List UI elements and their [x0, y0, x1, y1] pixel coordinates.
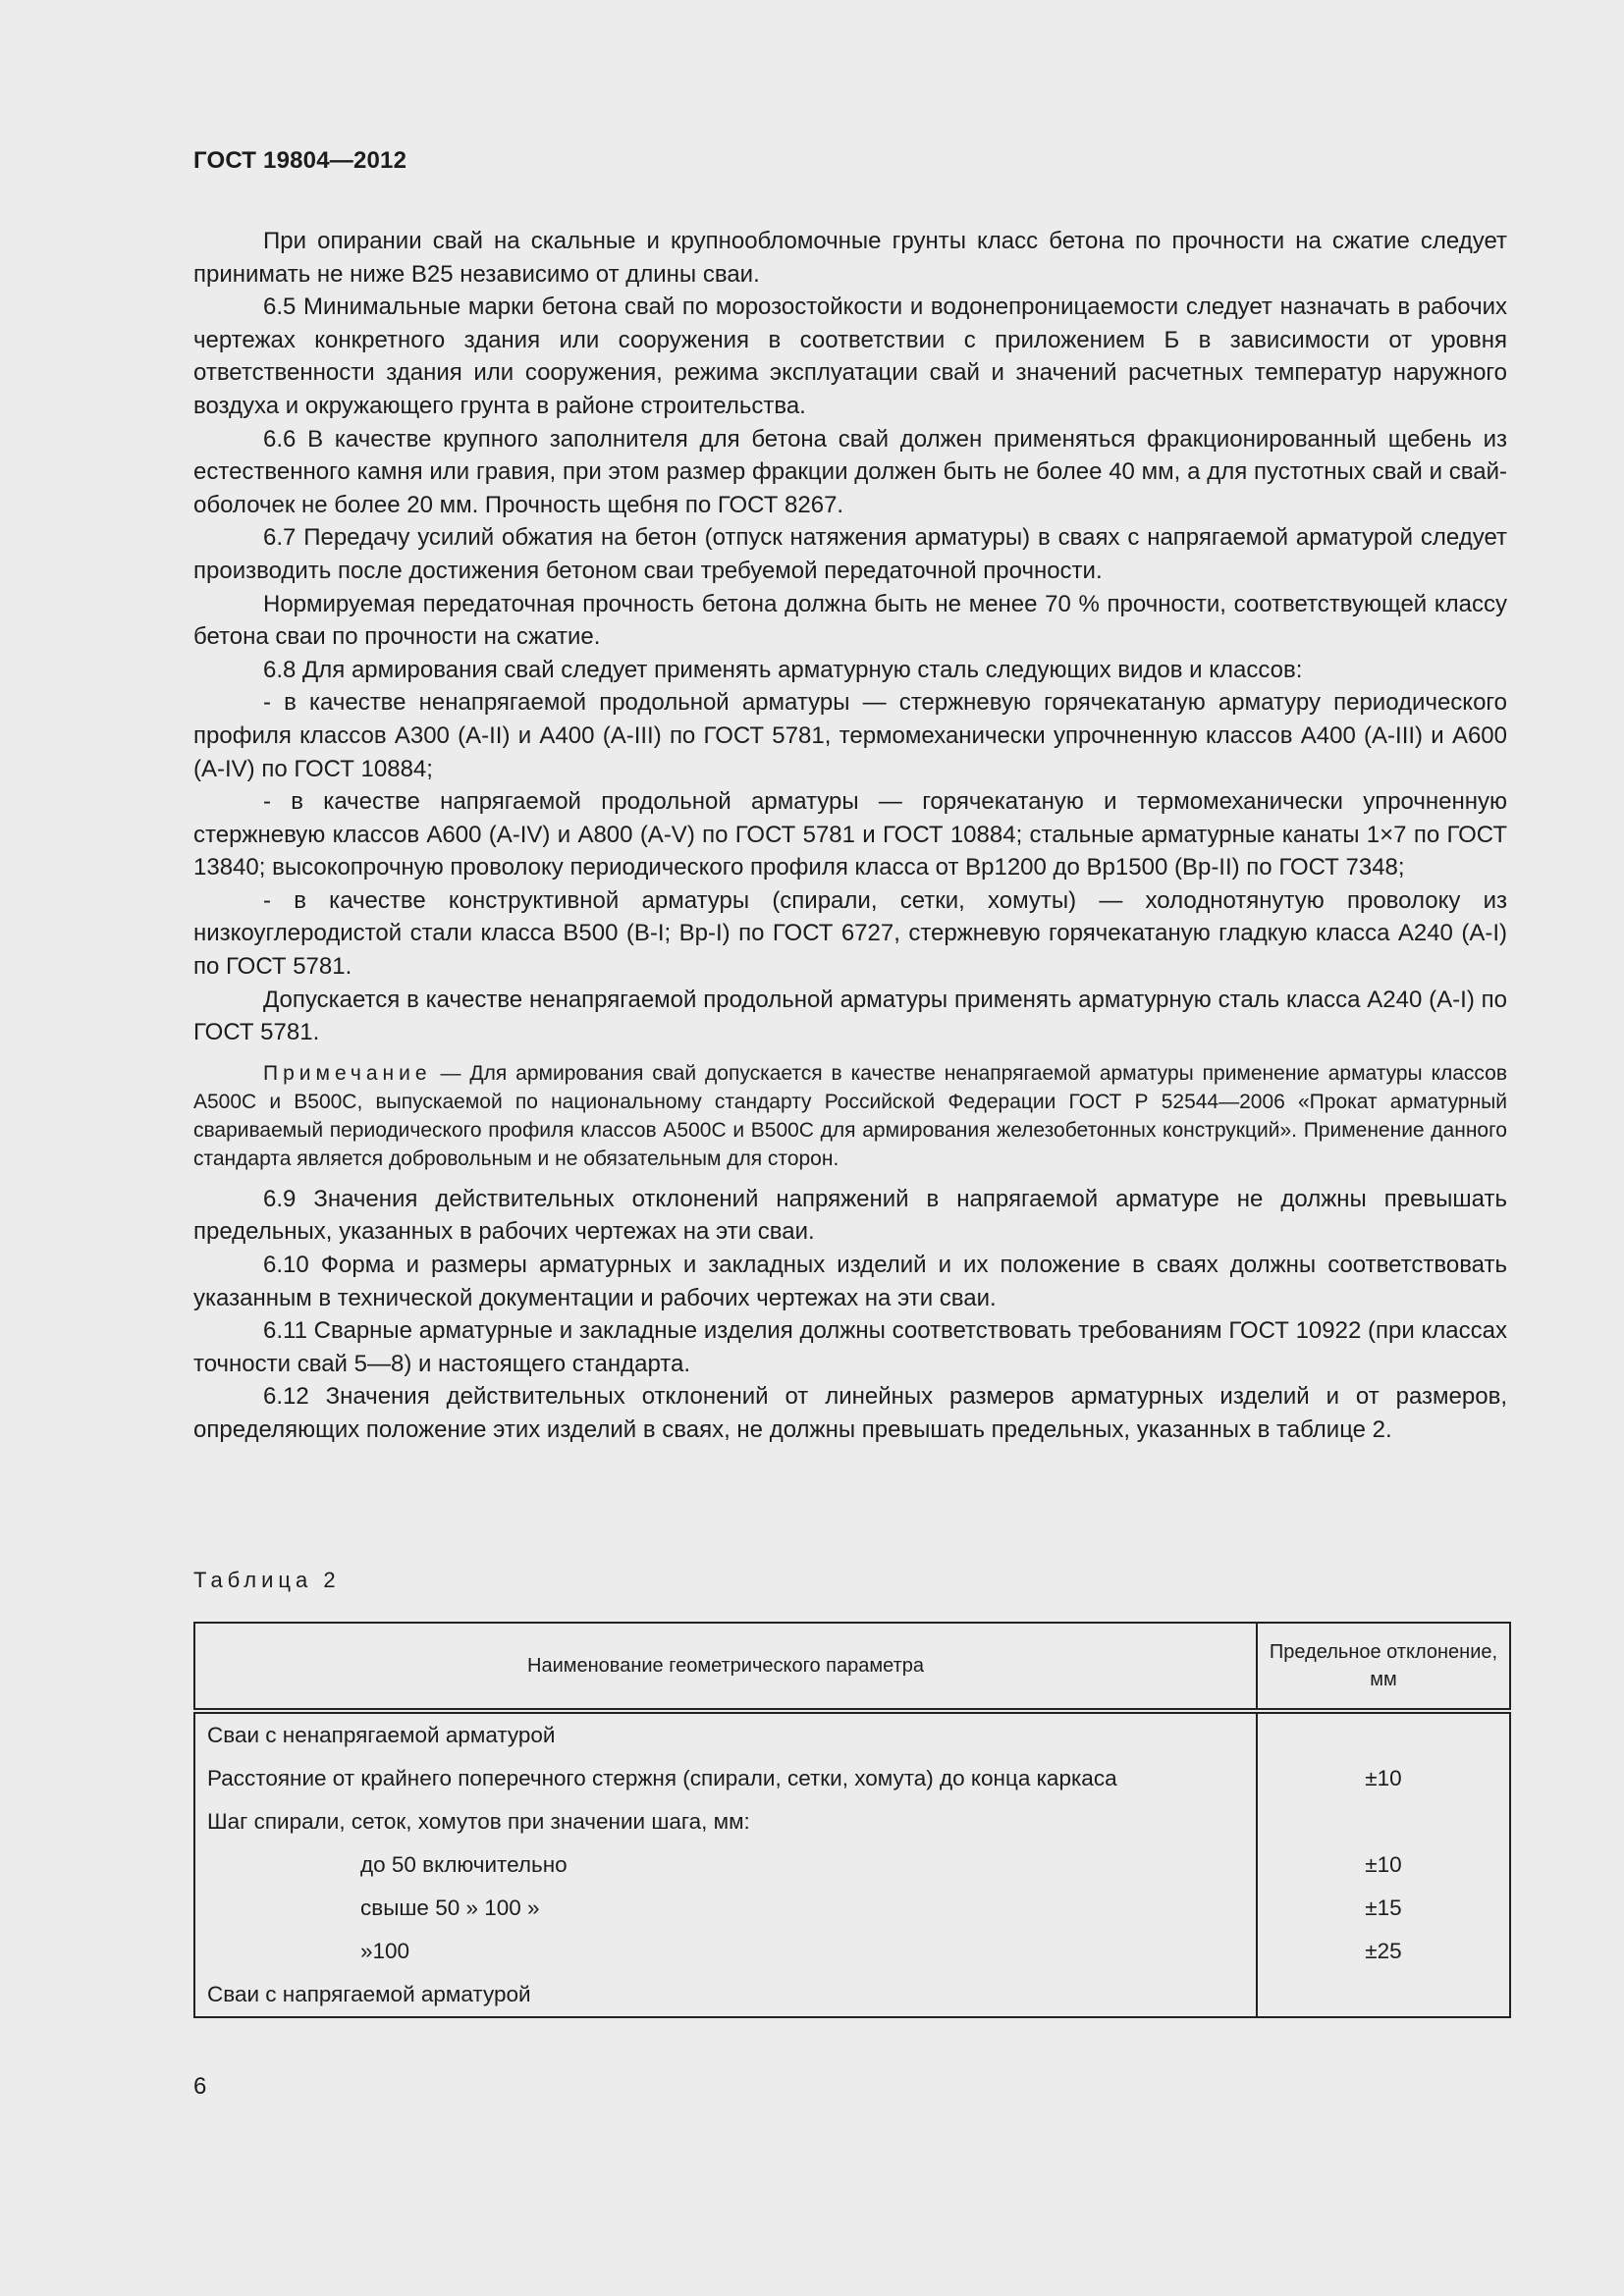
table-row	[194, 1887, 1510, 1930]
row-name: Сваи с напрягаемой арматурой	[194, 1973, 1257, 2017]
paragraph-6-8: 6.8 Для армирования свай следует применять арматурную сталь следующих видов и классов:	[263, 656, 1303, 683]
table-header-row	[194, 1623, 1510, 1711]
note-label: Примечание	[263, 1061, 432, 1085]
paragraph-6-6: 6.6 В качестве крупного заполнителя для бетона свай должен применяться фракционированный щебень из естественного камня или гравия, при этом размер фракции должен быть не более 40 мм, а для пустотных свай и свай-оболочек не более 20 мм. Прочность щебня по ГОСТ 8267.	[193, 425, 1507, 518]
table-row	[194, 1711, 1510, 1757]
list-item: - в качестве напрягаемой продольной арматуры — горячекатаную и термомеханически упрочненную стержневую классов А600 (А-IV) и А800 (А-V) по ГОСТ 5781 и ГОСТ 10884; стальные арматурные канаты 1×7 по ГОСТ 13840; высокопрочную проволоку периодического профиля класса от Вр1200 до Вр1500 (Вр-II) по ГОСТ 7348;	[193, 788, 1507, 881]
note-text: — Для армирования свай допускается в качестве ненапрягаемой арматуры применение арматуры классов А500С и В500С, выпускаемой по национальному стандарту Российской Федерации ГОСТ Р 52544—2006 «Прокат арматурный свариваемый периодического профиля классов А500С и В500С для армирования железобетонных конструкций». Применение данного стандарта является добровольным и не обязательным для сторон.	[193, 1061, 1507, 1170]
paragraph: Нормируемая передаточная прочность бетона должна быть не менее 70 % прочности, соответствующей классу бетона сваи по прочности на сжатие.	[193, 590, 1507, 651]
paragraph: Допускается в качестве ненапрягаемой продольной арматуры применять арматурную сталь класса А240 (А-I) по ГОСТ 5781.	[193, 986, 1507, 1046]
row-name: до 50 включительно	[194, 1843, 1257, 1887]
row-name: свыше 50 » 100 »	[194, 1887, 1257, 1930]
note	[193, 1059, 1507, 1173]
table-row	[194, 1843, 1510, 1887]
column-header-deviation: Предельное отклонение, мм	[1257, 1623, 1510, 1711]
paragraph-6-11: 6.11 Сварные арматурные и закладные изделия должны соответствовать требованиям ГОСТ 10922 (при классах точности свай 5—8) и настоящего стандарта.	[193, 1317, 1507, 1377]
list-item: - в качестве ненапрягаемой продольной арматуры — стержневую горячекатаную арматуру периодического профиля классов А300 (А-II) и А400 (А-III) по ГОСТ 5781, термомеханически упрочненную классов А400 (А-III) и А600 (А-IV) по ГОСТ 10884;	[193, 689, 1507, 782]
row-name: Сваи с ненапрягаемой арматурой	[194, 1711, 1257, 1757]
row-value: ±25	[1257, 1930, 1510, 1973]
table-row	[194, 1973, 1510, 2017]
row-value: ±15	[1257, 1887, 1510, 1930]
table-row	[194, 1757, 1510, 1800]
document-header: ГОСТ 19804—2012	[193, 147, 407, 174]
row-value	[1257, 1973, 1510, 2017]
paragraph-6-10: 6.10 Форма и размеры арматурных и закладных изделий и их положение в сваях должны соответствовать указанным в технической документации и рабочих чертежах на эти сваи.	[193, 1252, 1507, 1311]
paragraph: При опирании свай на скальные и крупнообломочные грунты класс бетона по прочности на сжатие следует принимать не ниже В25 независимо от длины сваи.	[193, 228, 1507, 288]
row-value: ±10	[1257, 1757, 1510, 1800]
row-value: ±10	[1257, 1843, 1510, 1887]
column-header-parameter: Наименование геометрического параметра	[194, 1623, 1257, 1711]
page-number: 6	[193, 2073, 207, 2100]
row-name: Шаг спирали, сеток, хомутов при значении шага, мм:	[194, 1800, 1257, 1843]
table-row	[194, 1930, 1510, 1973]
paragraph-6-7: 6.7 Передачу усилий обжатия на бетон (отпуск натяжения арматуры) в сваях с напрягаемой арматурой следует производить после достижения бетоном сваи требуемой передаточной прочности.	[193, 524, 1507, 584]
row-name: »100	[194, 1930, 1257, 1973]
table-caption: Таблица 2	[193, 1568, 341, 1592]
paragraph-6-12: 6.12 Значения действительных отклонений от линейных размеров арматурных изделий и от размеров, определяющих положение этих изделий в сваях, не должны превышать предельных, указанных в таблице 2.	[193, 1383, 1507, 1443]
row-name: Расстояние от крайнего поперечного стержня (спирали, сетки, хомута) до конца каркаса	[194, 1757, 1257, 1800]
body-text	[193, 225, 1507, 1447]
row-value	[1257, 1800, 1510, 1843]
paragraph-6-9: 6.9 Значения действительных отклонений напряжений в напрягаемой арматуре не должны превышать предельных, указанных в рабочих чертежах на эти сваи.	[193, 1185, 1507, 1246]
paragraph-6-5: 6.5 Минимальные марки бетона свай по морозостойкости и водонепроницаемости следует назначать в рабочих чертежах конкретного здания или сооружения в соответствии с приложением Б в зависимости от уровня ответственности здания или сооружения, режима эксплуатации свай и значений расчетных температур наружного воздуха и окружающего грунта в районе строительства.	[193, 294, 1507, 419]
list-item: - в качестве конструктивной арматуры (спирали, сетки, хомуты) — холоднотянутую проволоку из низкоуглеродистой стали класса В500 (В-I; Вр-I) по ГОСТ 6727, стержневую горячекатаную гладкую класса А240 (А-I) по ГОСТ 5781.	[193, 886, 1507, 981]
table-row	[194, 1800, 1510, 1843]
row-value	[1257, 1711, 1510, 1757]
parameters-table	[193, 1622, 1511, 2018]
